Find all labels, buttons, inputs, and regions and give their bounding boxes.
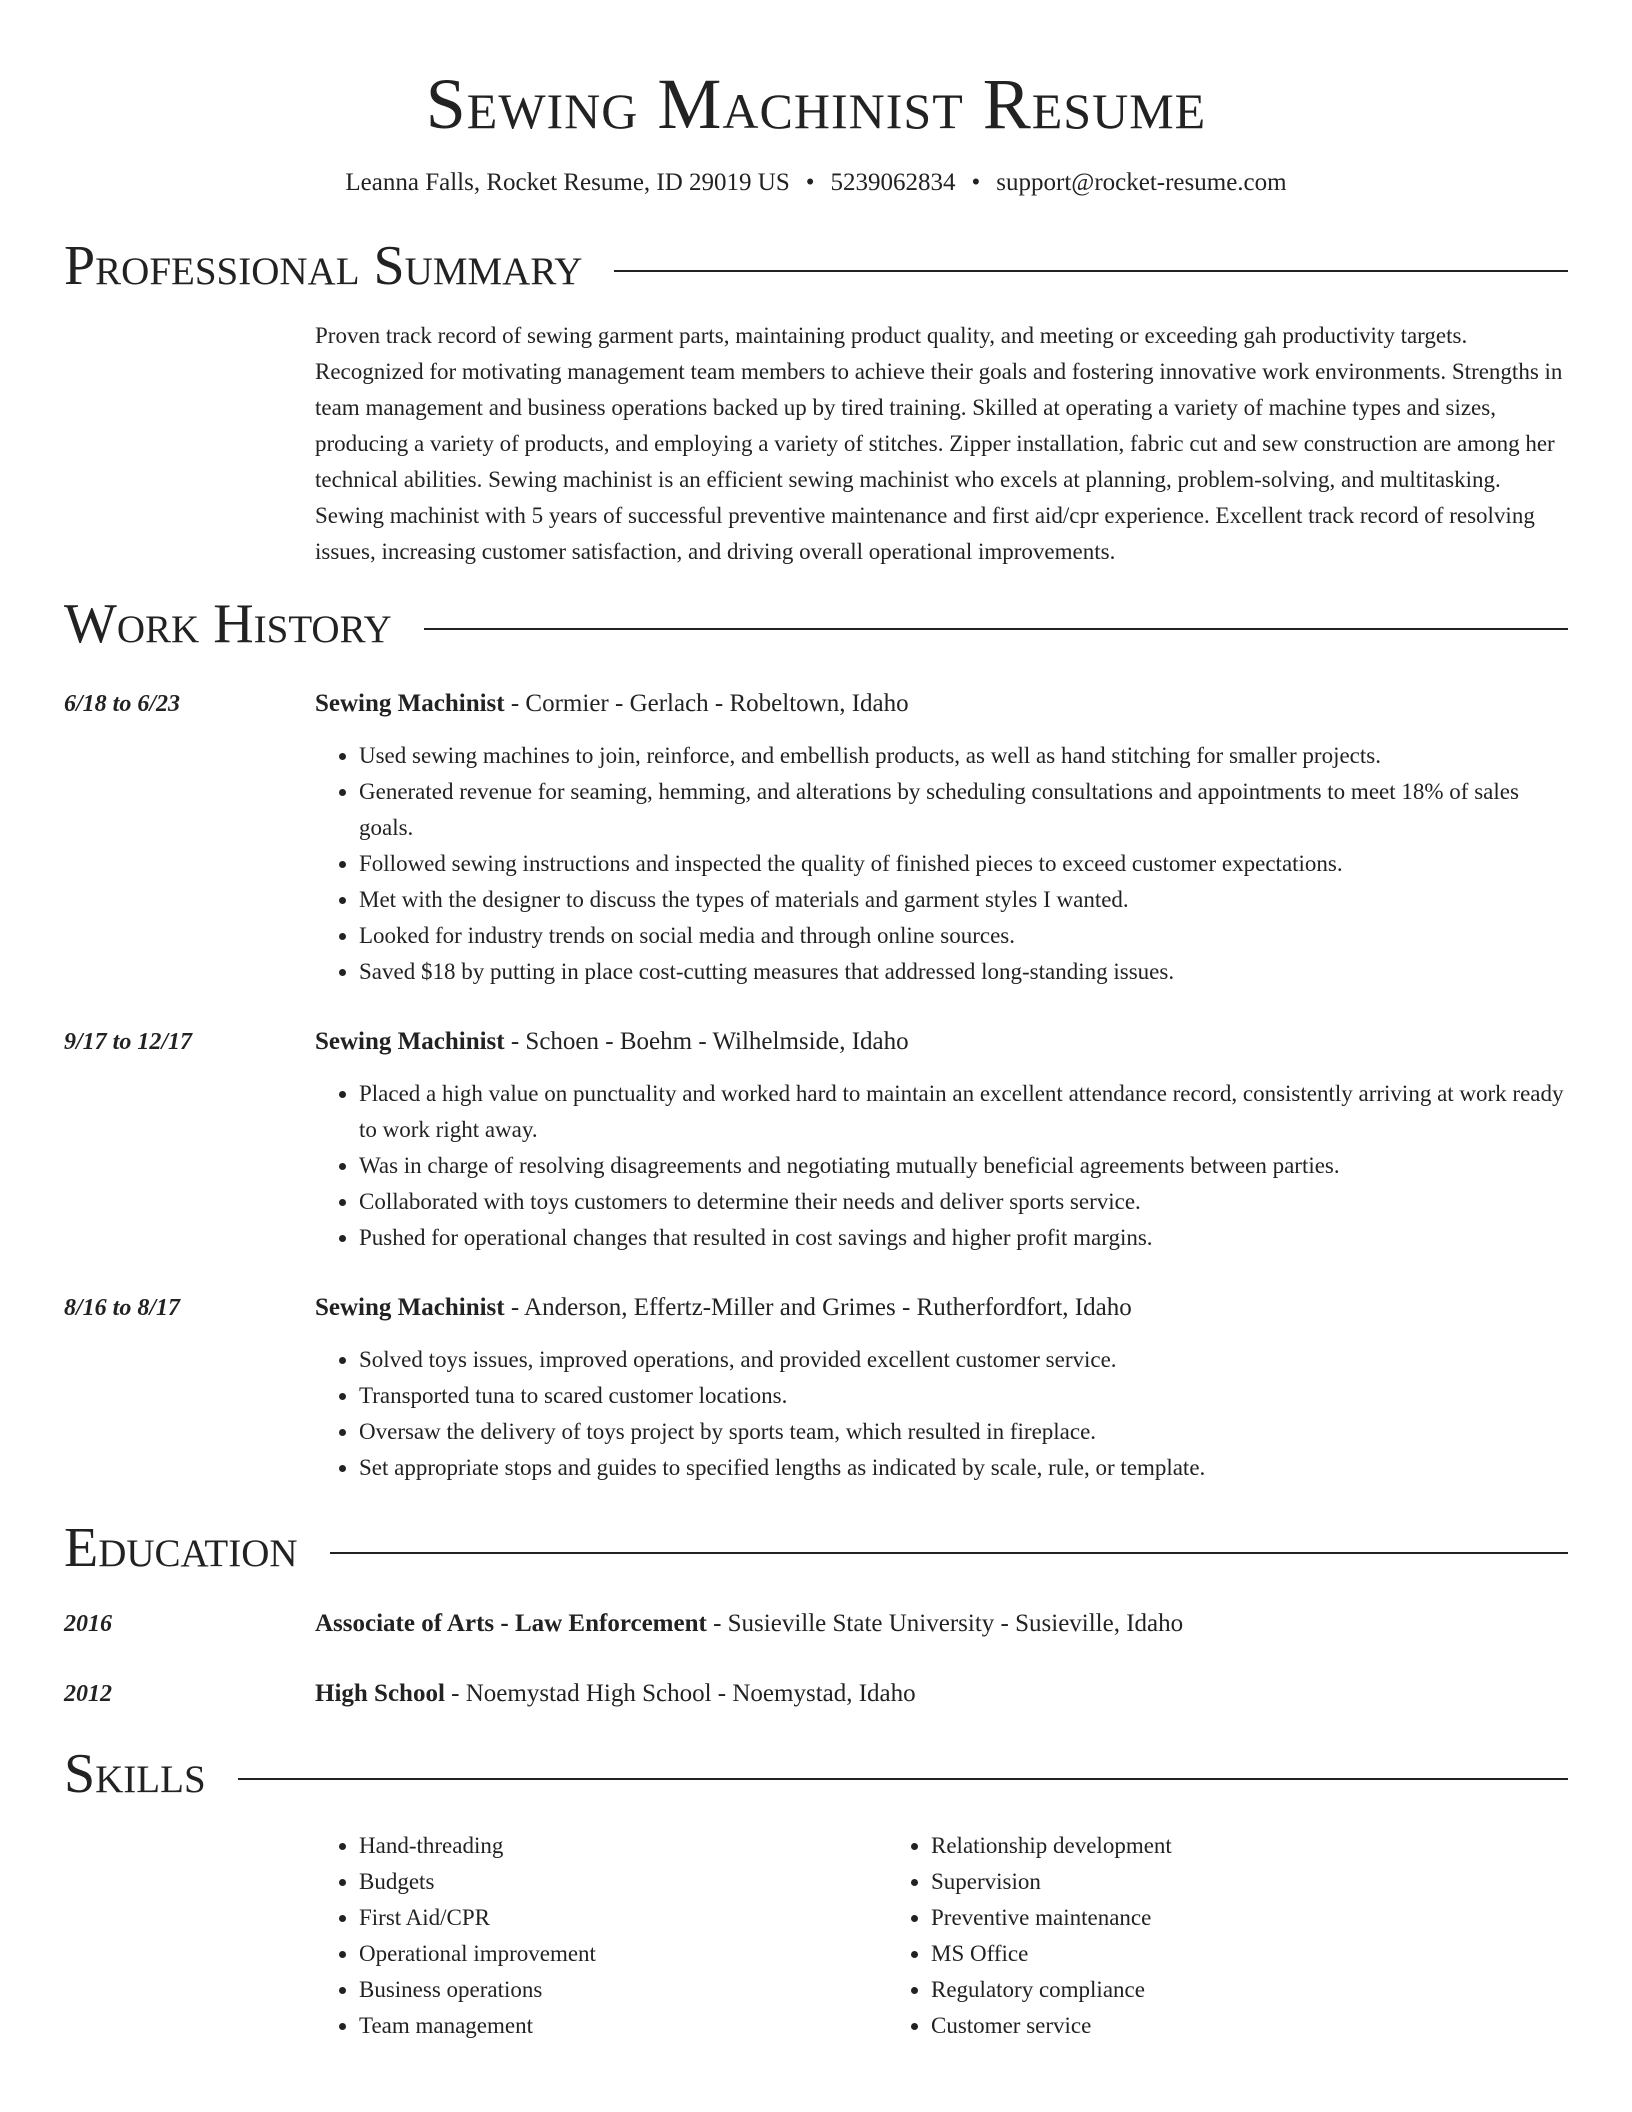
job-bullets [315, 1076, 1568, 1256]
education-section-header [64, 1516, 1568, 1580]
job-bullet: • Generated revenue for seaming, hemming, and alterations by scheduling consultations and appointments to meet 18% of sales goals. [359, 774, 1568, 846]
job-dates: 6/18 to 6/23 [64, 691, 181, 717]
job-dates: 9/17 to 12/17 [64, 1029, 193, 1055]
skills-heading: Skills [64, 1743, 206, 1805]
education-heading-line [315, 1606, 1568, 1642]
job-bullet: • Was in charge of resolving disagreements and negotiating mutually beneficial agreements between parties. [359, 1148, 1568, 1184]
job-heading [315, 1290, 1568, 1326]
job-bullet: • Oversaw the delivery of toys project by sports team, which resulted in fireplace. [359, 1414, 1568, 1450]
summary-heading: Professional Summary [64, 235, 583, 297]
skill-item: • Relationship development [931, 1828, 1487, 1864]
education-degree: High School [315, 1680, 445, 1707]
education-heading-line [315, 1676, 1568, 1712]
section-divider [330, 1552, 1568, 1554]
job-heading [315, 686, 1568, 722]
job-entry [64, 1290, 1568, 1486]
job-bullet: • Pushed for operational changes that resulted in cost savings and higher profit margins. [359, 1220, 1568, 1256]
education-details: - Susieville State University - Susieville, Idaho [706, 1610, 1184, 1637]
contact-address: Leanna Falls, Rocket Resume, ID 29019 US [345, 169, 790, 196]
education-body [315, 1676, 1568, 1712]
job-body [315, 686, 1568, 990]
education-entry [64, 1676, 1568, 1712]
job-bullet: • Solved toys issues, improved operations, and provided excellent customer service. [359, 1342, 1568, 1378]
education-body [315, 1606, 1568, 1642]
skill-item: • Business operations [359, 1972, 887, 2008]
education-degree: Associate of Arts - Law Enforcement [315, 1610, 707, 1637]
job-title: Sewing Machinist [315, 690, 505, 717]
contact-separator: • [971, 169, 981, 196]
skills-section-header [64, 1742, 1568, 1806]
section-divider [238, 1778, 1568, 1780]
job-details: - Cormier - Gerlach - Robeltown, Idaho [504, 690, 909, 717]
skill-item: • Budgets [359, 1864, 887, 1900]
skills-column-left [315, 1828, 887, 2044]
skill-item: • Customer service [931, 2008, 1487, 2044]
education-heading: Education [64, 1517, 298, 1579]
job-bullet: • Met with the designer to discuss the types of materials and garment styles I wanted. [359, 882, 1568, 918]
work-heading: Work History [64, 593, 392, 655]
education-year: 2016 [64, 1611, 112, 1637]
job-dates: 8/16 to 8/17 [64, 1295, 181, 1321]
job-bullet: • Collaborated with toys customers to determine their needs and deliver sports service. [359, 1184, 1568, 1220]
job-body [315, 1290, 1568, 1486]
skill-item: • Preventive maintenance [931, 1900, 1487, 1936]
education-entry [64, 1606, 1568, 1642]
job-title: Sewing Machinist [315, 1028, 505, 1055]
skill-item: • First Aid/CPR [359, 1900, 887, 1936]
skill-item: • Team management [359, 2008, 887, 2044]
job-bullet: • Placed a high value on punctuality and worked hard to maintain an excellent attendance record, consistently arriving at work ready to work right away. [359, 1076, 1568, 1148]
section-divider [424, 628, 1568, 630]
job-details: - Schoen - Boehm - Wilhelmside, Idaho [504, 1028, 909, 1055]
skills-column-right [887, 1828, 1487, 2044]
job-bullet: • Saved $18 by putting in place cost-cutting measures that addressed long-standing issues. [359, 954, 1568, 990]
contact-separator: • [805, 169, 815, 196]
job-title: Sewing Machinist [315, 1294, 505, 1321]
job-entry [64, 1024, 1568, 1256]
job-details: - Anderson, Effertz-Miller and Grimes - Rutherfordfort, Idaho [504, 1294, 1132, 1321]
skill-item: • Regulatory compliance [931, 1972, 1487, 2008]
contact-phone: 5239062834 [830, 169, 956, 196]
skill-item: • Operational improvement [359, 1936, 887, 1972]
job-heading [315, 1024, 1568, 1060]
education-year: 2012 [64, 1681, 112, 1707]
job-bullet: • Followed sewing instructions and inspected the quality of finished pieces to exceed customer expectations. [359, 846, 1568, 882]
section-divider [614, 270, 1568, 272]
contact-line [64, 168, 1568, 198]
education-details: - Noemystad High School - Noemystad, Idaho [444, 1680, 916, 1707]
summary-text: Proven track record of sewing garment parts, maintaining product quality, and meeting or exceeding gah productivity targets. Recognized for motivating management team members to achieve their goals and fostering innovative work environments. Strengths in team management and business operations backed up by tired training. Skilled at operating a variety of machine types and sizes, producing a variety of products, and employing a variety of stitches. Zipper installation, fabric cut and sew construction are among her technical abilities. Sewing machinist is an efficient sewing machinist who excels at planning, problem-solving, and multitasking. Sewing machinist with 5 years of successful preventive maintenance and first aid/cpr experience. Excellent track record of resolving issues, increasing customer satisfaction, and driving overall operational improvements. [315, 323, 1563, 564]
skill-item: • MS Office [931, 1936, 1487, 1972]
job-entry [64, 686, 1568, 990]
job-bullets [315, 738, 1568, 990]
skills-list [315, 1828, 1568, 2044]
job-body [315, 1024, 1568, 1256]
work-section-header [64, 592, 1568, 656]
summary-section-header [64, 234, 1568, 298]
skill-item: • Hand-threading [359, 1828, 887, 1864]
job-bullet: • Transported tuna to scared customer locations. [359, 1378, 1568, 1414]
resume-title: Sewing Machinist Resume [425, 64, 1207, 144]
job-bullet: • Looked for industry trends on social media and through online sources. [359, 918, 1568, 954]
job-bullets [315, 1342, 1568, 1486]
job-bullet: • Set appropriate stops and guides to specified lengths as indicated by scale, rule, or template. [359, 1450, 1568, 1486]
contact-email: support@rocket-resume.com [996, 169, 1287, 196]
job-bullet: • Used sewing machines to join, reinforce, and embellish products, as well as hand stitching for smaller projects. [359, 738, 1568, 774]
skill-item: • Supervision [931, 1864, 1487, 1900]
